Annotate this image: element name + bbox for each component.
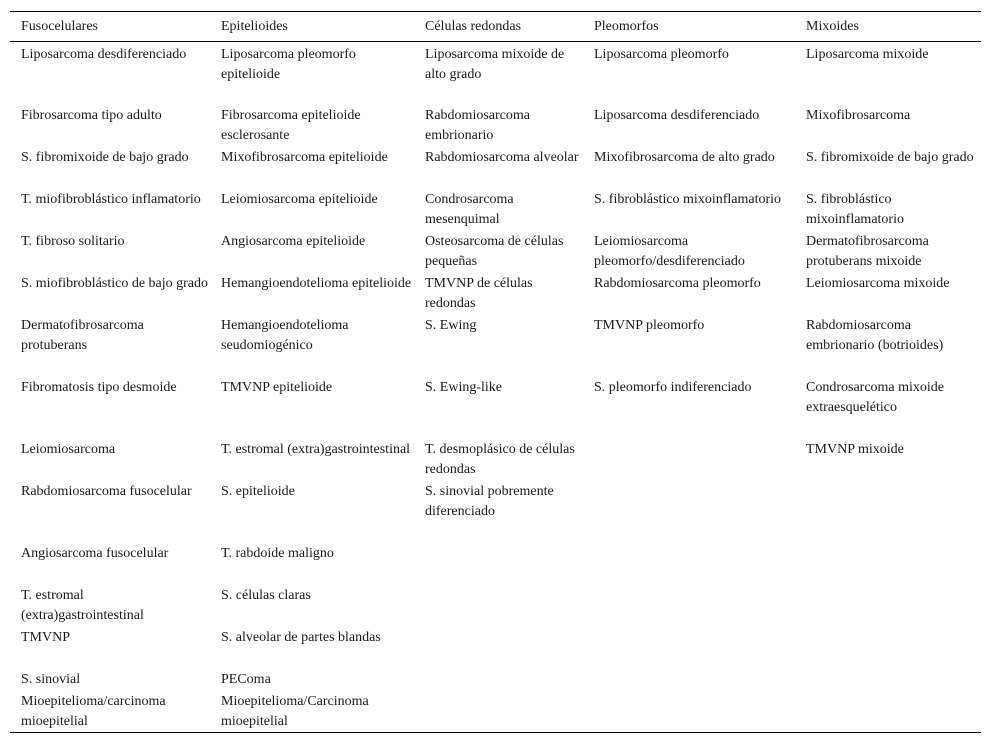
table-cell xyxy=(795,542,981,584)
column-header-celulas-redondas: Células redondas xyxy=(425,18,522,34)
table-cell: Rabdomiosarcoma fusocelular xyxy=(21,483,192,499)
table-cell: Hemangioendotelioma epitelioide xyxy=(221,275,412,291)
header-row xyxy=(10,12,981,42)
table-cell: Liposarcoma mixoide xyxy=(806,47,929,62)
table-cell: Fibrosarcoma tipo adulto xyxy=(21,107,162,123)
table-cell: Liposarcoma desdiferenciado xyxy=(594,107,760,123)
table-cell: TMVNP de células redondas xyxy=(425,275,533,311)
table-row xyxy=(10,690,981,733)
column-header-fusocelulares: Fusocelulares xyxy=(21,18,98,34)
table-cell: T. fibroso solitario xyxy=(21,233,125,249)
table-cell: Rabdomiosarcoma pleomorfo xyxy=(594,275,761,291)
table-row xyxy=(10,668,981,690)
table-cell xyxy=(795,480,981,542)
column-header-mixoides: Mixoides xyxy=(806,18,859,34)
column-header-pleomorfos: Pleomorfos xyxy=(594,18,659,34)
column-header-epitelioides: Epitelioides xyxy=(221,18,288,34)
table-row xyxy=(10,480,981,542)
table-cell: TMVNP epitelioide xyxy=(221,379,333,395)
table-cell: S. fibroblástico mixoinflamatorio xyxy=(806,191,904,227)
table-cell xyxy=(414,542,583,584)
table-cell: Condrosarcoma mesenquimal xyxy=(425,191,514,227)
table-cell: Leiomiosarcoma xyxy=(21,441,116,457)
table-cell xyxy=(795,668,981,690)
table-row xyxy=(10,42,981,104)
table-cell: Rabdomiosarcoma embrionario (botrioides) xyxy=(806,317,944,353)
table-cell: T. miofibroblástico inflamatorio xyxy=(21,191,201,207)
table-row xyxy=(10,230,981,272)
table-row xyxy=(10,188,981,230)
sarcoma-classification-table xyxy=(10,11,981,733)
table-cell: S. células claras xyxy=(221,587,311,603)
table-cell: S. epitelioide xyxy=(221,483,295,499)
table-cell: S. alveolar de partes blandas xyxy=(221,629,381,645)
table-cell: Leiomiosarcoma epitelioide xyxy=(221,191,378,207)
table-row xyxy=(10,376,981,438)
table-cell: Condrosarcoma mixoide extraesquelético xyxy=(806,379,945,415)
table-cell: Leiomiosarcoma pleomorfo/desdiferenciado xyxy=(594,233,745,269)
table-cell xyxy=(414,668,583,690)
table-cell: Angiosarcoma epitelioide xyxy=(221,233,366,249)
table-row xyxy=(10,104,981,146)
table-cell: S. fibromixoide de bajo grado xyxy=(21,149,189,165)
table-row xyxy=(10,146,981,188)
table-cell: S. sinovial pobremente diferenciado xyxy=(425,483,554,519)
table-cell: Mixofibrosarcoma xyxy=(806,107,911,123)
table-row xyxy=(10,314,981,376)
table-cell xyxy=(583,438,795,480)
table-cell: Fibrosarcoma epitelioide esclerosante xyxy=(221,107,361,143)
table-cell: S. fibroblástico mixoinflamatorio xyxy=(594,191,782,207)
table-cell: PEComa xyxy=(221,671,271,687)
table-cell: Liposarcoma pleomorfo epitelioide xyxy=(221,47,356,82)
table-cell xyxy=(583,584,795,626)
table-cell: Liposarcoma desdiferenciado xyxy=(21,47,187,62)
table-cell: Osteosarcoma de células pequeñas xyxy=(425,233,564,269)
table-cell: TMVNP mixoide xyxy=(806,441,904,457)
table-cell xyxy=(795,626,981,668)
table-cell: TMVNP pleomorfo xyxy=(594,317,705,333)
table-cell xyxy=(795,584,981,626)
table-cell: T. estromal (extra)gastrointestinal xyxy=(221,441,411,457)
table-row xyxy=(10,542,981,584)
table-cell: S. fibromixoide de bajo grado xyxy=(806,149,974,165)
table-cell: Rabdomiosarcoma alveolar xyxy=(425,149,579,165)
table-cell: Rabdomiosarcoma embrionario xyxy=(425,107,530,143)
table-row xyxy=(10,584,981,626)
table-cell xyxy=(583,480,795,542)
table-row xyxy=(10,272,981,314)
table-cell: S. miofibroblástico de bajo grado xyxy=(21,275,209,291)
table-cell: Angiosarcoma fusocelular xyxy=(21,545,169,561)
table-cell: S. Ewing-like xyxy=(425,379,502,395)
table-cell: Mixofibrosarcoma de alto grado xyxy=(594,149,775,165)
table-cell xyxy=(583,690,795,733)
table-row xyxy=(10,438,981,480)
table-cell: Mioepitelioma/carcinoma mioepitelial xyxy=(21,693,166,729)
table-cell: T. desmoplásico de células redondas xyxy=(425,441,575,477)
table-cell xyxy=(414,584,583,626)
table-cell: S. pleomorfo indiferenciado xyxy=(594,379,752,395)
table-cell: Liposarcoma pleomorfo xyxy=(594,47,729,62)
table-cell: S. sinovial xyxy=(21,671,81,687)
table-cell: Liposarcoma mixoide de alto grado xyxy=(425,47,565,82)
table-row xyxy=(10,626,981,668)
table-cell: S. Ewing xyxy=(425,317,477,333)
table-cell: T. estromal (extra)gastrointestinal xyxy=(21,587,144,623)
table-cell: Leiomiosarcoma mixoide xyxy=(806,275,950,291)
table-cell: Hemangioendotelioma seudomiogénico xyxy=(221,317,349,353)
table-cell xyxy=(583,668,795,690)
table-cell: T. rabdoide maligno xyxy=(221,545,334,561)
table-cell xyxy=(414,626,583,668)
table-cell: Mioepitelioma/Carcinoma mioepitelial xyxy=(221,693,369,729)
table-cell: TMVNP xyxy=(21,629,71,645)
table-cell xyxy=(583,626,795,668)
table-cell xyxy=(795,690,981,733)
table-cell: Mixofibrosarcoma epitelioide xyxy=(221,149,388,165)
table-cell xyxy=(583,542,795,584)
table-cell: Dermatofibrosarcoma protuberans mixoide xyxy=(806,233,929,269)
table-cell: Dermatofibrosarcoma protuberans xyxy=(21,317,144,353)
table-cell: Fibromatosis tipo desmoide xyxy=(21,379,177,395)
table-cell xyxy=(414,690,583,733)
